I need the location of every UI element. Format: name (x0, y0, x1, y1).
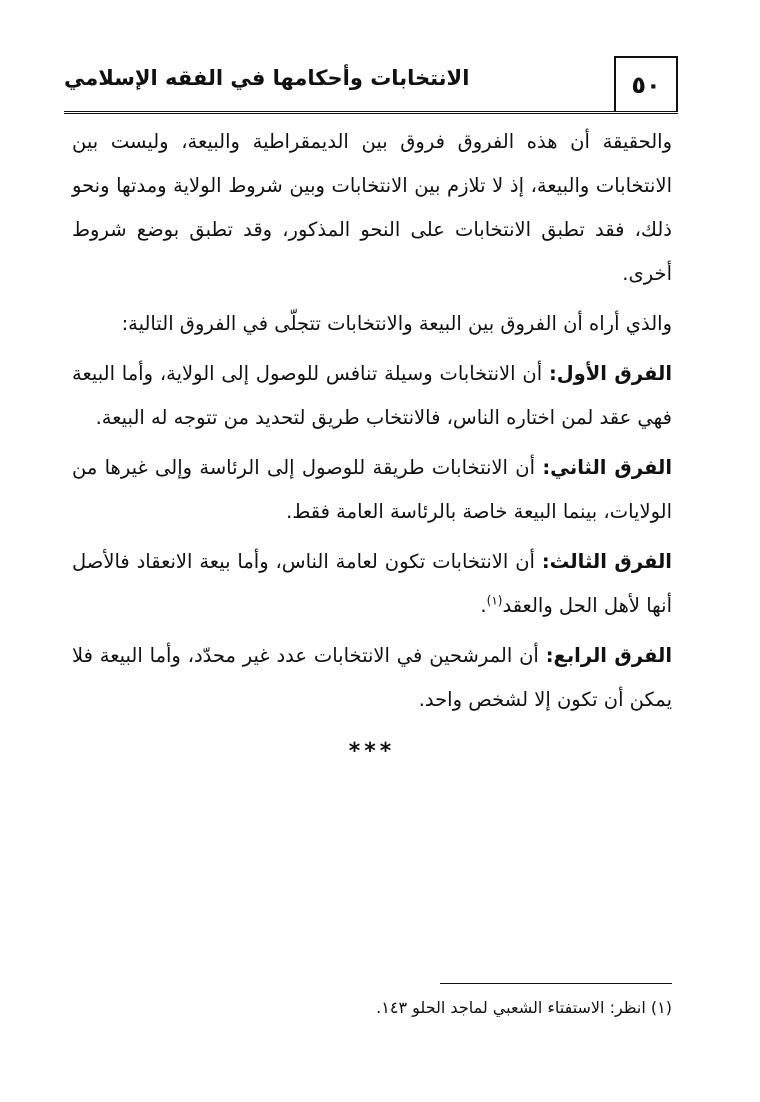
difference-4 (72, 634, 672, 722)
difference-1-text: أن الانتخابات وسيلة تنافس للوصول إلى الولاية، وأما البيعة فهي عقد لمن اختاره الناس، فالانتخاب طريق لتحديد من تتوجه له البيعة. (72, 362, 672, 429)
difference-2-text: أن الانتخابات طريقة للوصول إلى الرئاسة وإلى غيرها من الولايات، بينما البيعة خاصة بالرئاسة العامة فقط. (72, 456, 672, 523)
page-number: ٥٠ (631, 70, 661, 99)
difference-2 (72, 446, 672, 534)
page-number-box (614, 56, 678, 111)
difference-1-label: الفرق الأول: (548, 362, 673, 385)
difference-1 (72, 352, 672, 440)
difference-4-label: الفرق الرابع: (545, 644, 673, 667)
difference-3-end: . (480, 594, 487, 617)
paragraph-lead-in: والذي أراه أن الفروق بين البيعة والانتخابات تتجلّى في الفروق التالية: (121, 312, 672, 335)
header-rule (64, 111, 678, 114)
main-text (72, 120, 672, 774)
footnote-rule (440, 983, 672, 984)
page-header (64, 56, 678, 118)
paragraph-intro: والحقيقة أن هذه الفروق فروق بين الديمقراطية والبيعة، وليست بين الانتخابات والبيعة، إذ لا تلازم بين الانتخابات وبين شروط الولاية ومدتها ونحو ذلك، فقد تطبق الانتخابات على النحو المذكور، وقد تطبق بوضع شروط أخرى. (72, 130, 672, 285)
difference-3-text: أن الانتخابات تكون لعامة الناس، وأما بيعة الانعقاد فالأصل أنها لأهل الحل والعقد (72, 550, 672, 617)
footnote-ref-1[interactable]: (١) (486, 593, 503, 608)
running-title: الانتخابات وأحكامها في الفقه الإسلامي (64, 66, 470, 90)
section-separator: *** (348, 739, 396, 764)
difference-3-label: الفرق الثالث: (541, 550, 672, 573)
difference-2-label: الفرق الثاني: (542, 456, 673, 479)
difference-3 (72, 540, 672, 628)
difference-4-text: أن المرشحين في الانتخابات عدد غير محدّد، وأما البيعة فلا يمكن أن تكون إلا لشخص واحد. (72, 644, 672, 711)
footnote-1: (١) انظر: الاستفتاء الشعبي لماجد الحلو ١٤٣. (376, 998, 672, 1017)
